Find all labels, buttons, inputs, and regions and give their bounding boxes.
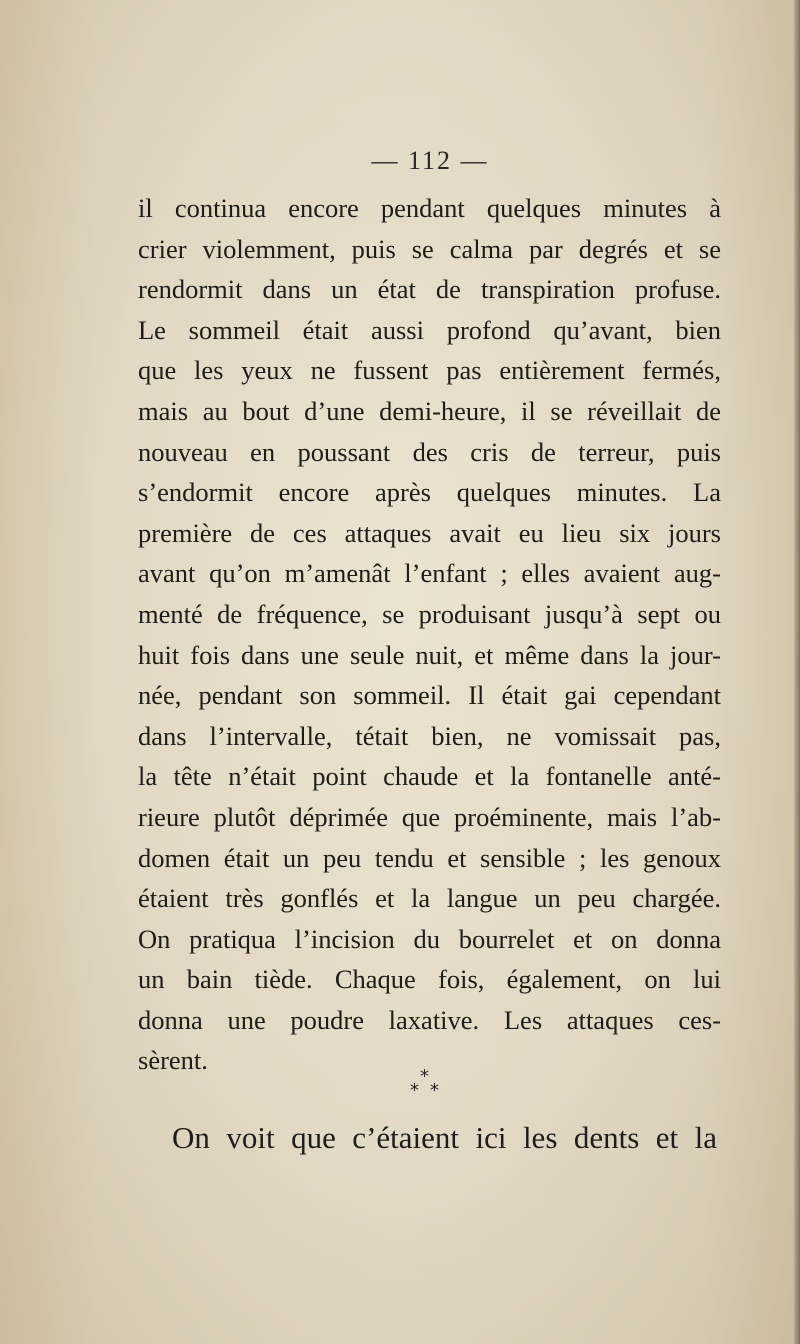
text-line: s’endormit encore après quelques minutes. La <box>138 477 721 508</box>
body-paragraph <box>138 188 721 1081</box>
asterisk-glyph: * <box>410 1080 419 1101</box>
text-line: la tête n’était point chaude et la fontanelle anté- <box>138 761 721 792</box>
text-line: menté de fréquence, se produisant jusqu’à sept ou <box>138 598 721 629</box>
text-line: crier violemment, puis se calma par degrés et se <box>138 233 721 264</box>
text-line: mais au bout d’une demi-heure, il se réveillait de <box>138 395 721 426</box>
text-line: née, pendant son sommeil. Il était gai cependant <box>138 680 721 711</box>
text-line: que les yeux ne fussent pas entièrement fermés, <box>138 355 721 386</box>
text-line: rendormit dans un état de transpiration profuse. <box>138 274 721 305</box>
closing-line: On voit que c’étaient ici les dents et la <box>172 1120 717 1155</box>
text-line: nouveau en poussant des cris de terreur, puis <box>138 436 721 467</box>
text-line: rieure plutôt déprimée que proéminente, mais l’ab- <box>138 801 721 832</box>
text-line: On pratiqua l’incision du bourrelet et on donna <box>138 923 721 954</box>
text-line: avant qu’on m’amenât l’enfant ; elles avaient aug- <box>138 558 721 589</box>
text-line: première de ces attaques avait eu lieu six jours <box>138 517 721 548</box>
page-number: — 112 — <box>371 146 489 175</box>
text-line: huit fois dans une seule nuit, et même dans la jour- <box>138 639 721 670</box>
text-line: un bain tiède. Chaque fois, également, on lui <box>138 964 721 995</box>
text-line: dans l’intervalle, tétait bien, ne vomissait pas, <box>138 720 721 751</box>
text-line: Le sommeil était aussi profond qu’avant, bien <box>138 314 721 345</box>
text-line: il continua encore pendant quelques minutes à <box>138 193 721 223</box>
page-edge-shadow <box>794 0 800 1344</box>
asterisk-glyph: * <box>420 1066 429 1087</box>
text-line: donna une poudre laxative. Les attaques ces- <box>138 1004 721 1035</box>
text-line: sèrent. <box>138 1045 208 1076</box>
asterisk-glyph: * <box>430 1080 439 1101</box>
text-line: domen était un peu tendu et sensible ; les genoux <box>138 842 721 873</box>
asterism-section-break <box>408 1068 468 1108</box>
text-line: étaient très gonflés et la langue un peu chargée. <box>138 883 721 914</box>
